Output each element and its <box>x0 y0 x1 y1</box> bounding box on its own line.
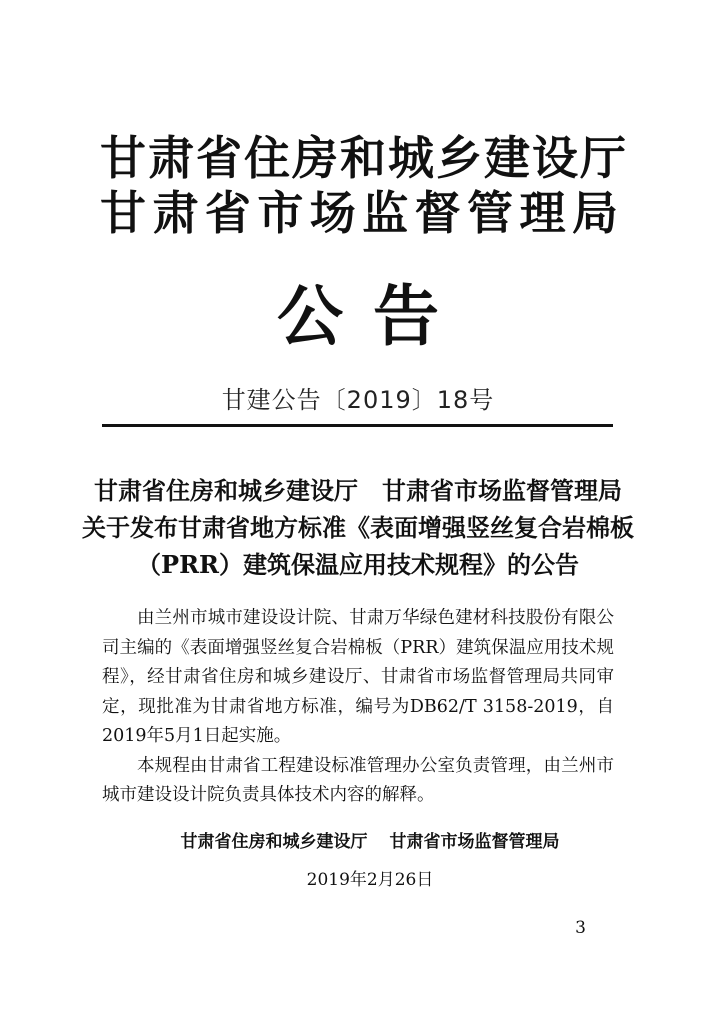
document-number: 甘建公告〔2019〕18号 <box>221 386 495 414</box>
header-divider-rule <box>102 424 613 427</box>
issuer-name-housing-department: 甘肃省住房和城乡建设厅 <box>100 131 628 185</box>
notice-body <box>102 604 614 811</box>
signature-date: 2019年2月26日 <box>306 870 434 890</box>
signature-org-market-regulation-bureau: 甘肃省市场监督管理局 <box>389 832 560 852</box>
body-paragraph-2: 本规程由甘肃省工程建设标准管理办公室负责管理，由兰州市城市建设设计院负责具体技术内容的解释。 <box>102 755 614 805</box>
issuer-name-market-regulation-bureau: 甘肃省市场监督管理局 <box>100 186 620 240</box>
body-paragraph-1: 由兰州市城市建设设计院、甘肃万华绿色建材科技股份有限公司主编的《表面增强竖丝复合岩棉板（PRR）建筑保温应用技术规程》，经甘肃省住房和城乡建设厅、甘肃省市场监督管理局共同审定，现批准为甘肃省地方标准，编号为DB62/T 3158-2019，自2019年5月1日起实施。 <box>102 608 614 746</box>
signature-block <box>120 828 620 856</box>
notice-title-line-3: （PRR）建筑保温应用技术规程》的公告 <box>137 550 579 579</box>
page-number: 3 <box>575 918 586 938</box>
notice-title <box>80 472 636 583</box>
notice-title-line-2: 关于发布甘肃省地方标准《表面增强竖丝复合岩棉板 <box>82 513 634 542</box>
signature-org-housing-department: 甘肃省住房和城乡建设厅 <box>180 832 368 852</box>
notice-title-line-1: 甘肃省住房和城乡建设厅 甘肃省市场监督管理局 <box>94 476 622 505</box>
document-type-heading: 公告 <box>277 277 469 355</box>
